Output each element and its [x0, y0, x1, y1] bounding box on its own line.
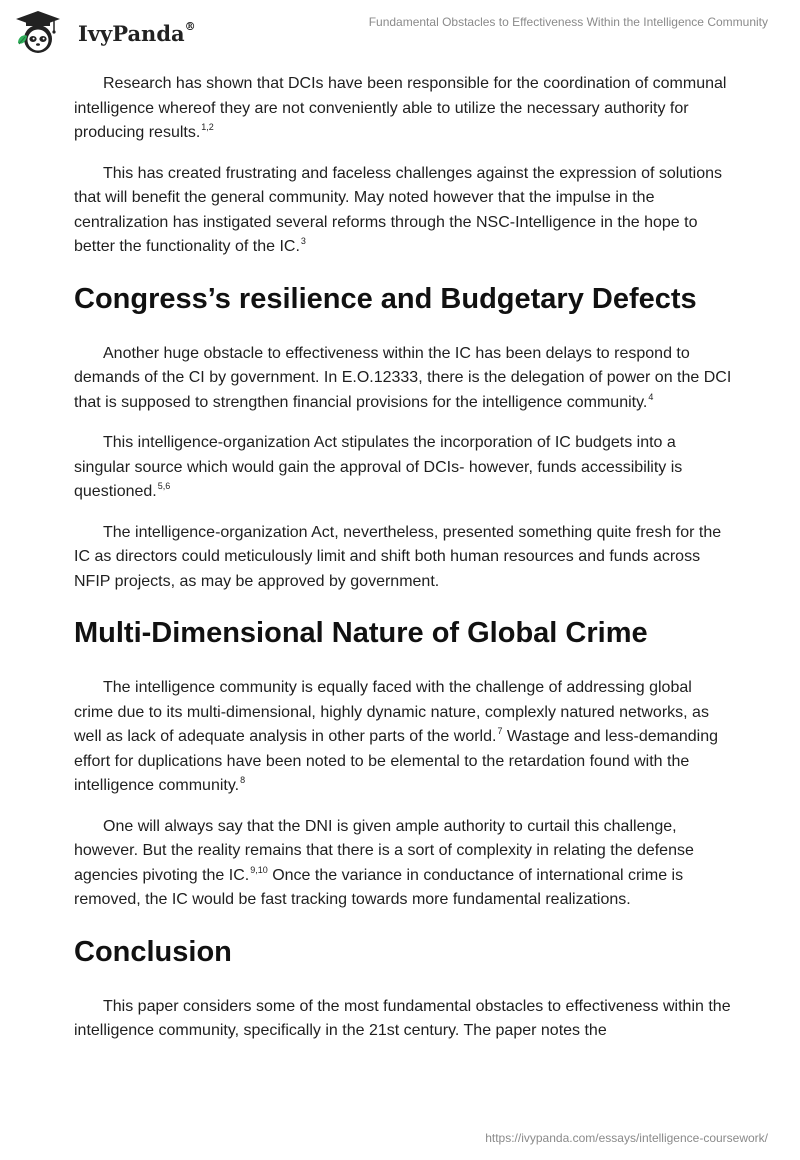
- footnote-ref[interactable]: 7: [497, 726, 503, 736]
- paragraph: One will always say that the DNI is given ample authority to curtail this challenge, however. But the reality remains that there is a sort of complexity in relating the defense agencies pivoting the IC.$^{9,10}$ Once the variance in conductance of international crime is removed, the IC would be fast tracking towards more fundamental realizations.: [74, 817, 694, 908]
- footnote-ref[interactable]: 3: [300, 236, 306, 246]
- footnote-ref[interactable]: 4: [648, 391, 654, 402]
- paragraph: This paper considers some of the most fundamental obstacles to effectiveness within the intelligence community, specifically in the 21st century. The paper notes the: [74, 997, 731, 1039]
- paragraph: The intelligence-organization Act, nevertheless, presented something quite fresh for the IC as directors could meticulously limit and shift both human resources and funds across NFIP projects, as may be approved by government.: [74, 523, 722, 590]
- article-body: [74, 72, 734, 1060]
- page-header: [0, 0, 800, 62]
- source-url[interactable]: https://ivypanda.com/essays/intelligence-coursework/: [485, 1131, 768, 1145]
- section-heading-conclusion: Conclusion: [74, 935, 232, 968]
- paragraph: This has created frustrating and faceless challenges against the expression of solutions that will benefit the general community. May noted however that the impulse in the centralization has instigated several reforms through the NSC-Intelligence in the hope to better the functionality of the IC.$^3$: [74, 164, 723, 255]
- section-heading-global-crime: Multi-Dimensional Nature of Global Crime: [74, 617, 648, 649]
- panda-graduation-icon: [14, 9, 62, 55]
- brand-name: IvyPanda®: [78, 20, 196, 46]
- paragraph: This intelligence-organization Act stipulates the incorporation of IC budgets into a singular source which would gain the approval of DCIs- however, funds accessibility is questioned.$^{5,6}$: [74, 434, 683, 500]
- paragraph: The intelligence community is equally faced with the challenge of addressing global crime due to its multi-dimensional, highly dynamic nature, complexly natured networks, as well as lack of adequate analysis in other parts of the world.$^7$ Wastage and less-demanding effort for duplications have been noted to be elemental to the retardation found with the intelligence community.$^8$: [74, 679, 718, 794]
- registered-mark: ®: [184, 20, 196, 33]
- paragraph: Another huge obstacle to effectiveness within the IC has been delays to respond to demands of the CI by government. In E.O.12333, there is the delegation of power on the DCI that is supposed to strengthen financial provisions for the intelligence community.$^4$: [74, 344, 732, 411]
- footnote-ref[interactable]: 5,6: [157, 481, 171, 491]
- document-title: Fundamental Obstacles to Effectiveness Within the Intelligence Community: [368, 15, 768, 29]
- ivypanda-logo[interactable]: [14, 9, 234, 55]
- section-heading-congress: Congress’s resilience and Budgetary Defects: [74, 282, 697, 315]
- paragraph: Research has shown that DCIs have been responsible for the coordination of communal intelligence whereof they are not conveniently able to utilize the necessary authority for producing results.$^{1,2}$: [74, 75, 727, 141]
- footnote-ref[interactable]: 1,2: [201, 122, 214, 132]
- footnote-ref[interactable]: 9,10: [250, 864, 268, 875]
- footnote-ref[interactable]: 8: [240, 775, 246, 785]
